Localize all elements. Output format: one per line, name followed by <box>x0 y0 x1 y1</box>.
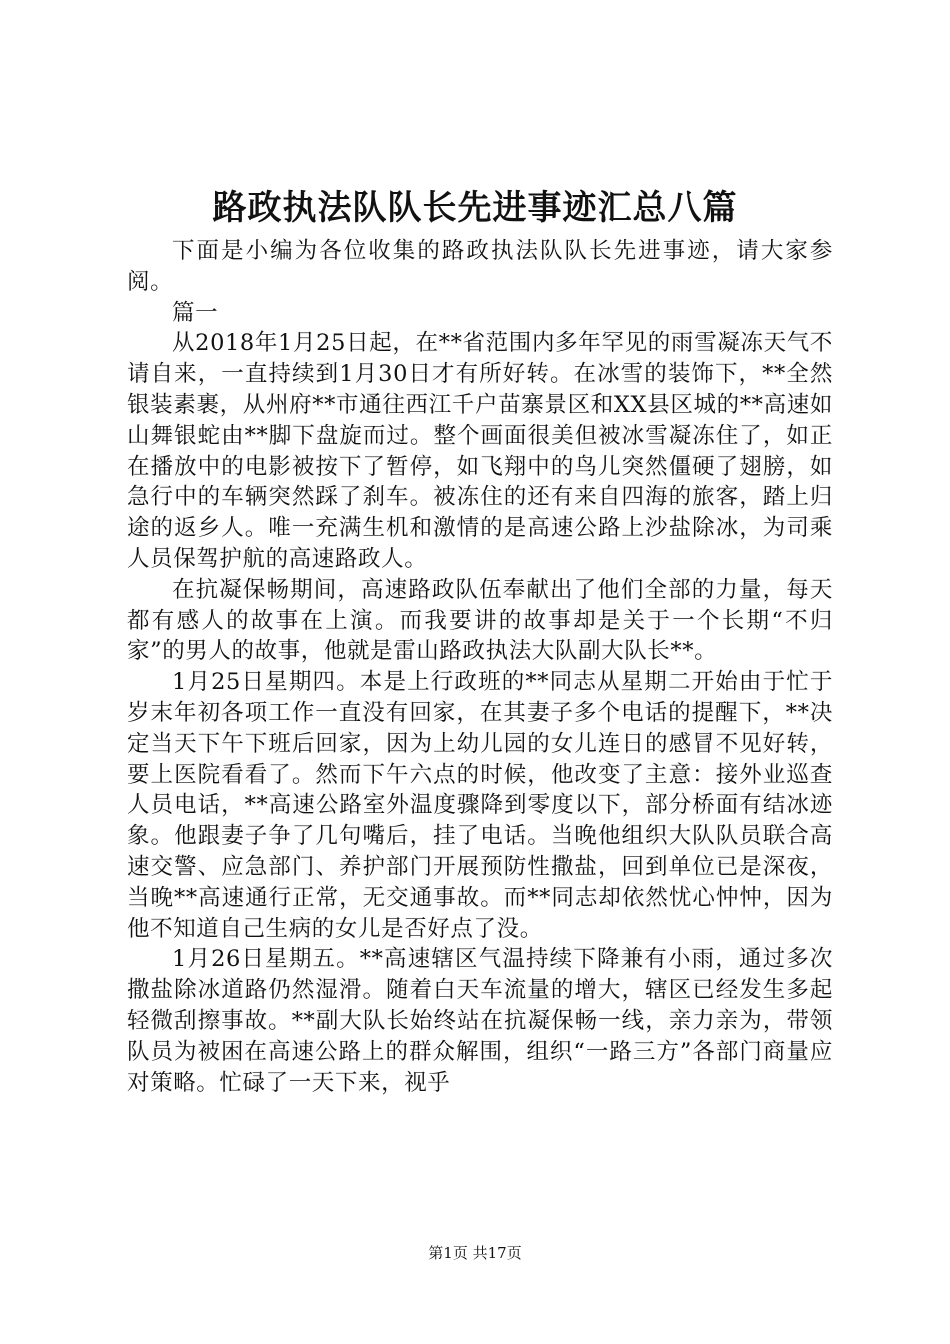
document-body <box>127 236 833 1098</box>
body-paragraph: 从2018年1月25日起，在**省范围内多年罕见的雨雪凝冻天气不请自来，一直持续到1月30日才有所好转。在冰雪的装饰下，**全然银装素裹，从州府**市通往西江千户苗寨景区和XX县区城的**高速如山舞银蛇由**脚下盘旋而过。整个画面很美但被冰雪凝冻住了，如正在播放中的电影被按下了暂停，如飞翔中的鸟儿突然僵硬了翅膀，如急行中的车辆突然踩了刹车。被冻住的还有来自四海的旅客，踏上归途的返乡人。唯一充满生机和激情的是高速公路上沙盐除冰，为司乘人员保驾护航的高速路政人。 <box>127 330 833 572</box>
document-title: 路政执法队队长先进事迹汇总八篇 <box>212 188 738 228</box>
body-paragraph: 1月25日星期四。本是上行政班的**同志从星期二开始由于忙于岁末年初各项工作一直没有回家，在其妻子多个电话的提醒下，**决定当天下午下班后回家，因为上幼儿园的女儿连日的感冒不见好转，要上医院看看了。然而下午六点的时候，他改变了主意：接外业巡查人员电话，**高速公路室外温度骤降到零度以下，部分桥面有结冰迹象。他跟妻子争了几句嘴后，挂了电话。当晚他组织大队队员联合高速交警、应急部门、养护部门开展预防性撒盐，回到单位已是深夜，当晚**高速通行正常，无交通事故。而**同志却依然忧心忡忡，因为他不知道自己生病的女儿是否好点了没。 <box>127 669 833 942</box>
section-heading: 篇一 <box>172 299 219 326</box>
body-paragraph: 在抗凝保畅期间，高速路政队伍奉献出了他们全部的力量，每天都有感人的故事在上演。而我要讲的故事却是关于一个长期“不归家”的男人的故事，他就是雷山路政执法大队副大队长**。 <box>127 576 833 665</box>
page-footer: 第1页 共17页 <box>428 1244 522 1262</box>
body-paragraph: 1月26日星期五。**高速辖区气温持续下降兼有小雨，通过多次撒盐除冰道路仍然湿滑。随着白天车流量的增大，辖区已经发生多起轻微刮擦事故。**副大队长始终站在抗凝保畅一线，亲力亲为，带领队员为被困在高速公路上的群众解围，组织“一路三方”各部门商量应对策略。忙碌了一天下来，视乎 <box>127 946 833 1096</box>
intro-paragraph: 下面是小编为各位收集的路政执法队队长先进事迹，请大家参阅。 <box>127 238 833 295</box>
